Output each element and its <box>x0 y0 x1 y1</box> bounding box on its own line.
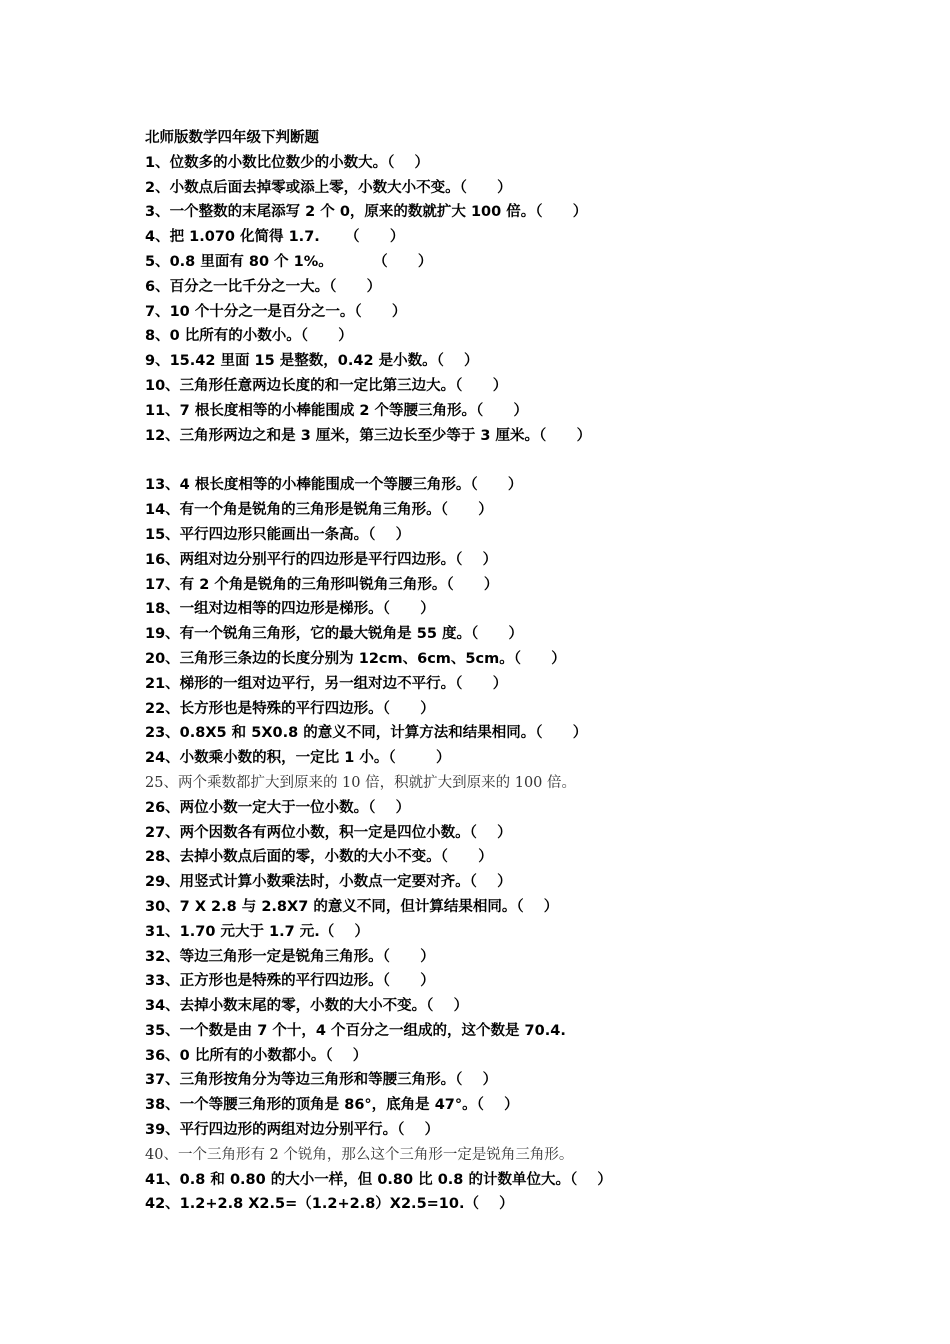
question-item: 18、一组对边相等的四边形是梯形。（ ） <box>145 601 435 618</box>
question-item: 36、0 比所有的小数都小。（ ） <box>145 1047 368 1064</box>
question-item: 7、10 个十分之一是百分之一。（ ） <box>145 303 407 320</box>
question-item: 31、1.70 元大于 1.7 元.（ ） <box>145 923 369 940</box>
question-item: 2、小数点后面去掉零或添上零，小数大小不变。（ ） <box>145 179 512 196</box>
question-item: 34、去掉小数末尾的零，小数的大小不变。（ ） <box>145 998 469 1015</box>
question-list <box>145 151 885 1217</box>
question-item: 42、1.2+2.8 X2.5=（1.2+2.8）X2.5=10.（ ） <box>145 1196 514 1213</box>
question-item: 37、三角形按角分为等边三角形和等腰三角形。（ ） <box>145 1072 498 1089</box>
question-item: 15、平行四边形只能画出一条高。（ ） <box>145 526 411 543</box>
question-item: 3、一个整数的末尾添写 2 个 0，原来的数就扩大 100 倍。（ ） <box>145 204 588 221</box>
question-item: 4、把 1.070 化简得 1.7. （ ） <box>145 229 405 246</box>
question-item: 24、小数乘小数的积，一定比 1 小。（ ） <box>145 750 451 767</box>
question-item: 16、两组对边分别平行的四边形是平行四边形。（ ） <box>145 551 498 568</box>
question-item: 1、位数多的小数比位数少的小数大。（ ） <box>145 154 430 171</box>
question-item: 22、长方形也是特殊的平行四边形。（ ） <box>145 700 435 717</box>
question-item: 38、一个等腰三角形的顶角是 86°，底角是 47°。（ ） <box>145 1097 519 1114</box>
document-content <box>145 126 885 1217</box>
blank-line <box>145 448 885 473</box>
question-item: 10、三角形任意两边长度的和一定比第三边大。（ ） <box>145 377 508 394</box>
question-item: 12、三角形两边之和是 3 厘米，第三边长至少等于 3 厘米。（ ） <box>145 427 592 444</box>
question-item: 6、百分之一比千分之一大。（ ） <box>145 278 382 295</box>
question-item: 41、0.8 和 0.80 的大小一样，但 0.80 比 0.8 的计数单位大。（ ） <box>145 1171 612 1188</box>
question-item: 32、等边三角形一定是锐角三角形。（ ） <box>145 948 435 965</box>
question-item: 40、一个三角形有 2 个锐角，那么这个三角形一定是锐角三角形。 <box>145 1146 574 1163</box>
question-item: 11、7 根长度相等的小棒能围成 2 个等腰三角形。（ ） <box>145 402 529 419</box>
question-item: 21、梯形的一组对边平行，另一组对边不平行。（ ） <box>145 675 508 692</box>
question-item: 5、0.8 里面有 80 个 1%。 （ ） <box>145 253 433 270</box>
question-item: 27、两个因数各有两位小数，积一定是四位小数。（ ） <box>145 824 512 841</box>
question-item: 9、15.42 里面 15 是整数，0.42 是小数。（ ） <box>145 353 479 370</box>
question-item: 8、0 比所有的小数小。（ ） <box>145 328 353 345</box>
question-item: 17、有 2 个角是锐角的三角形叫锐角三角形。（ ） <box>145 576 499 593</box>
question-item: 13、4 根长度相等的小棒能围成一个等腰三角形。（ ） <box>145 477 523 494</box>
question-item: 23、0.8X5 和 5X0.8 的意义不同，计算方法和结果相同。（ ） <box>145 725 588 742</box>
document-title: 北师版数学四年级下判断题 <box>145 130 319 146</box>
question-item: 25、两个乘数都扩大到原来的 10 倍，积就扩大到原来的 100 倍。 <box>145 774 577 791</box>
question-item: 19、有一个锐角三角形，它的最大锐角是 55 度。（ ） <box>145 626 523 643</box>
question-item: 33、正方形也是特殊的平行四边形。（ ） <box>145 973 435 990</box>
question-item: 30、7 X 2.8 与 2.8X7 的意义不同，但计算结果相同。（ ） <box>145 898 559 915</box>
question-item: 35、一个数是由 7 个十，4 个百分之一组成的，这个数是 70.4. <box>145 1022 566 1039</box>
question-item: 14、有一个角是锐角的三角形是锐角三角形。（ ） <box>145 502 493 519</box>
question-item: 28、去掉小数点后面的零，小数的大小不变。（ ） <box>145 849 493 866</box>
question-item: 20、三角形三条边的长度分别为 12cm、6cm、5cm。（ ） <box>145 650 566 667</box>
question-item: 29、用竖式计算小数乘法时，小数点一定要对齐。（ ） <box>145 874 512 891</box>
question-item: 39、平行四边形的两组对边分别平行。（ ） <box>145 1122 440 1139</box>
question-item: 26、两位小数一定大于一位小数。（ ） <box>145 799 411 816</box>
